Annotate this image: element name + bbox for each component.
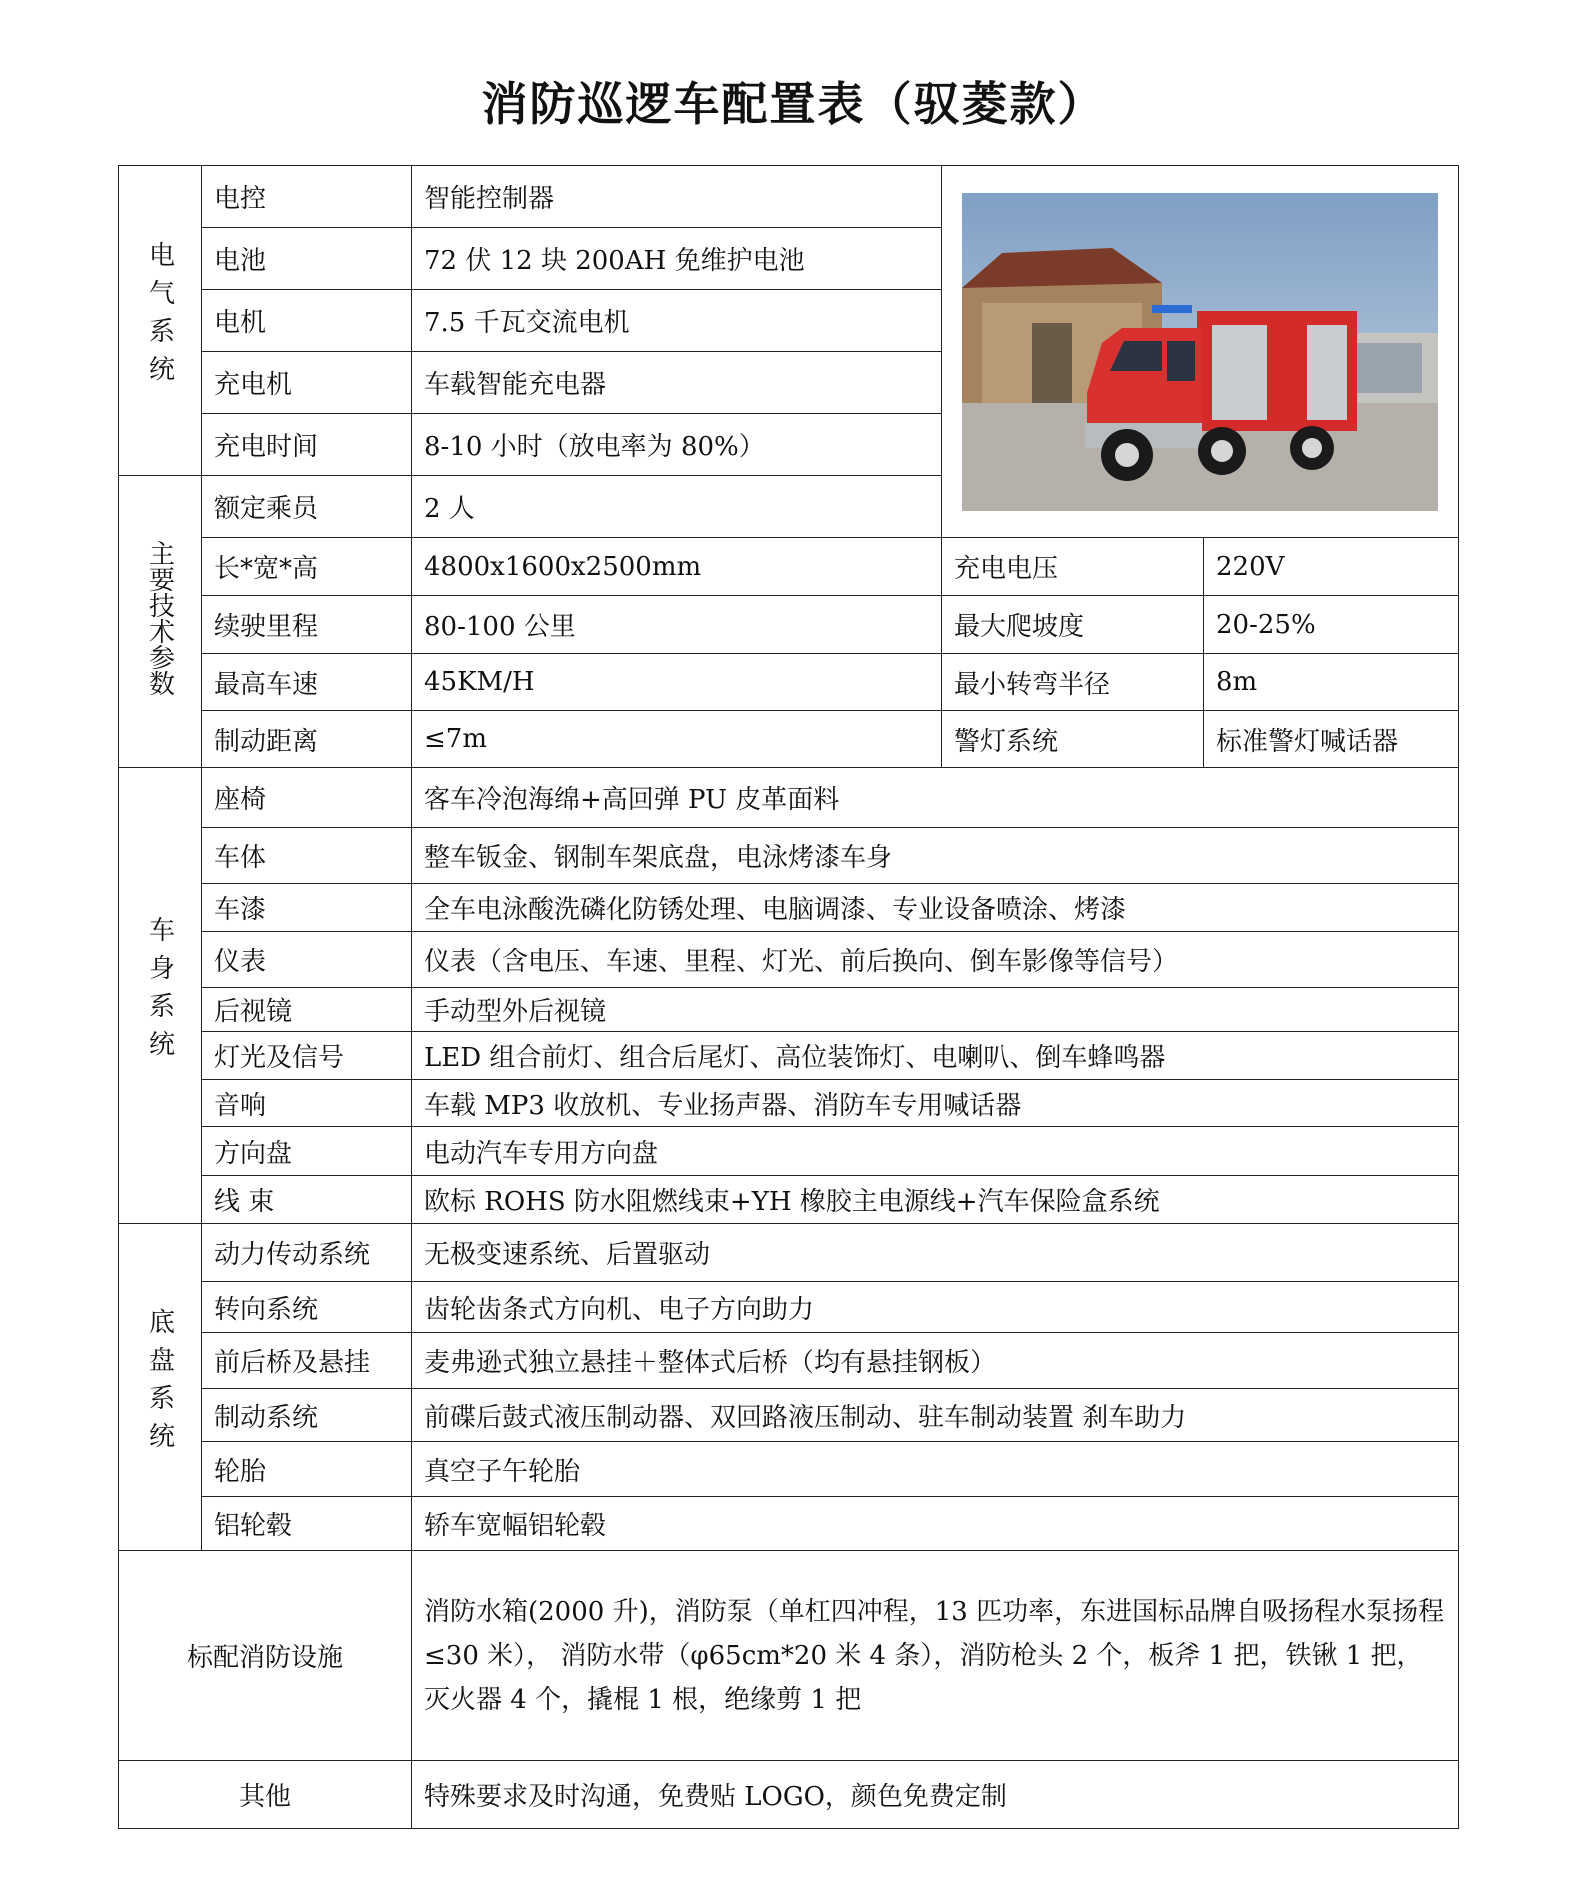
row-value-2: 标准警灯喊话器	[1204, 711, 1459, 768]
row-value: 整车钣金、钢制车架底盘，电泳烤漆车身	[412, 828, 1459, 884]
truck-image	[962, 193, 1438, 511]
table-row	[119, 1282, 1459, 1333]
other-value: 特殊要求及时沟通，免费贴 LOGO，颜色免费定制	[412, 1761, 1459, 1829]
table-row	[119, 596, 1459, 654]
row-label: 车漆	[202, 884, 412, 932]
row-label-2: 警灯系统	[942, 711, 1204, 768]
row-label: 电池	[202, 228, 412, 290]
row-value: 45KM/H	[412, 654, 942, 711]
row-label: 动力传动系统	[202, 1224, 412, 1282]
row-value: 真空子午轮胎	[412, 1442, 1459, 1497]
table-row	[119, 828, 1459, 884]
table-row	[119, 932, 1459, 988]
table-row	[119, 1224, 1459, 1282]
category-chassis: 底盘系统	[119, 1224, 202, 1551]
table-row	[119, 538, 1459, 596]
table-row	[119, 1080, 1459, 1127]
row-label: 轮胎	[202, 1442, 412, 1497]
row-label: 灯光及信号	[202, 1032, 412, 1080]
row-label: 转向系统	[202, 1282, 412, 1333]
row-value-2: 8m	[1204, 654, 1459, 711]
row-value: LED 组合前灯、组合后尾灯、高位装饰灯、电喇叭、倒车蜂鸣器	[412, 1032, 1459, 1080]
row-value: 仪表（含电压、车速、里程、灯光、前后换向、倒车影像等信号）	[412, 932, 1459, 988]
category-technical: 主要技术参数	[119, 476, 202, 768]
row-label: 座椅	[202, 768, 412, 828]
table-row	[119, 166, 1459, 228]
truck-photo	[942, 166, 1459, 538]
page-title: 消防巡逻车配置表（驭菱款）	[481, 77, 1106, 131]
row-label: 电控	[202, 166, 412, 228]
row-label: 车体	[202, 828, 412, 884]
row-value: 麦弗逊式独立悬挂＋整体式后桥（均有悬挂钢板）	[412, 1333, 1459, 1389]
row-value: 客车冷泡海绵+高回弹 PU 皮革面料	[412, 768, 1459, 828]
table-row	[119, 1389, 1459, 1442]
row-value: 7.5 千瓦交流电机	[412, 290, 942, 352]
row-label: 仪表	[202, 932, 412, 988]
row-label: 后视镜	[202, 988, 412, 1032]
other-label: 其他	[119, 1761, 412, 1829]
row-value: 轿车宽幅铝轮毂	[412, 1497, 1459, 1551]
row-value: 电动汽车专用方向盘	[412, 1127, 1459, 1176]
row-label: 充电机	[202, 352, 412, 414]
row-value: 2 人	[412, 476, 942, 538]
row-value: 手动型外后视镜	[412, 988, 1459, 1032]
row-value: 齿轮齿条式方向机、电子方向助力	[412, 1282, 1459, 1333]
table-row	[119, 1551, 1459, 1761]
row-label: 最高车速	[202, 654, 412, 711]
equipment-label: 标配消防设施	[119, 1551, 412, 1761]
row-value-2: 20-25%	[1204, 596, 1459, 654]
category-electrical: 电气系统	[119, 166, 202, 476]
row-label: 长*宽*高	[202, 538, 412, 596]
table-row	[119, 768, 1459, 828]
row-label: 制动距离	[202, 711, 412, 768]
table-row	[119, 1032, 1459, 1080]
row-value: 车载 MP3 收放机、专业扬声器、消防车专用喊话器	[412, 1080, 1459, 1127]
row-value: 智能控制器	[412, 166, 942, 228]
table-row	[119, 1761, 1459, 1829]
row-value: 80-100 公里	[412, 596, 942, 654]
row-label-2: 充电电压	[942, 538, 1204, 596]
row-label: 线 束	[202, 1176, 412, 1224]
row-value: 72 伏 12 块 200AH 免维护电池	[412, 228, 942, 290]
row-value-2: 220V	[1204, 538, 1459, 596]
row-label-2: 最小转弯半径	[942, 654, 1204, 711]
category-body: 车身系统	[119, 768, 202, 1224]
row-label: 铝轮毂	[202, 1497, 412, 1551]
table-row	[119, 1497, 1459, 1551]
row-value: ≤7m	[412, 711, 942, 768]
table-row	[119, 884, 1459, 932]
row-value: 4800x1600x2500mm	[412, 538, 942, 596]
row-label: 前后桥及悬挂	[202, 1333, 412, 1389]
table-row	[119, 988, 1459, 1032]
row-label: 充电时间	[202, 414, 412, 476]
row-value: 欧标 ROHS 防水阻燃线束+YH 橡胶主电源线+汽车保险盒系统	[412, 1176, 1459, 1224]
row-label: 方向盘	[202, 1127, 412, 1176]
table-row	[119, 654, 1459, 711]
row-label: 额定乘员	[202, 476, 412, 538]
table-row	[119, 1333, 1459, 1389]
row-label: 续驶里程	[202, 596, 412, 654]
row-label: 电机	[202, 290, 412, 352]
table-row	[119, 1176, 1459, 1224]
row-label: 音响	[202, 1080, 412, 1127]
row-value: 车载智能充电器	[412, 352, 942, 414]
row-value: 无极变速系统、后置驱动	[412, 1224, 1459, 1282]
row-label-2: 最大爬坡度	[942, 596, 1204, 654]
row-value: 8-10 小时（放电率为 80%）	[412, 414, 942, 476]
equipment-value: 消防水箱(2000 升)，消防泵（单杠四冲程，13 匹功率，东进国标品牌自吸扬程水泵扬程≤30 米）， 消防水带（φ65cm*20 米 4 条），消防枪头 2 个，板斧 1 把，铁锹 1 把，灭火器 4 个，撬棍 1 根，绝缘剪 1 把	[412, 1551, 1459, 1761]
row-value: 全车电泳酸洗磷化防锈处理、电脑调漆、专业设备喷涂、烤漆	[412, 884, 1459, 932]
table-row	[119, 711, 1459, 768]
row-value: 前碟后鼓式液压制动器、双回路液压制动、驻车制动装置 刹车助力	[412, 1389, 1459, 1442]
spec-table	[118, 165, 1459, 1829]
row-label: 制动系统	[202, 1389, 412, 1442]
table-row	[119, 1442, 1459, 1497]
table-row	[119, 1127, 1459, 1176]
